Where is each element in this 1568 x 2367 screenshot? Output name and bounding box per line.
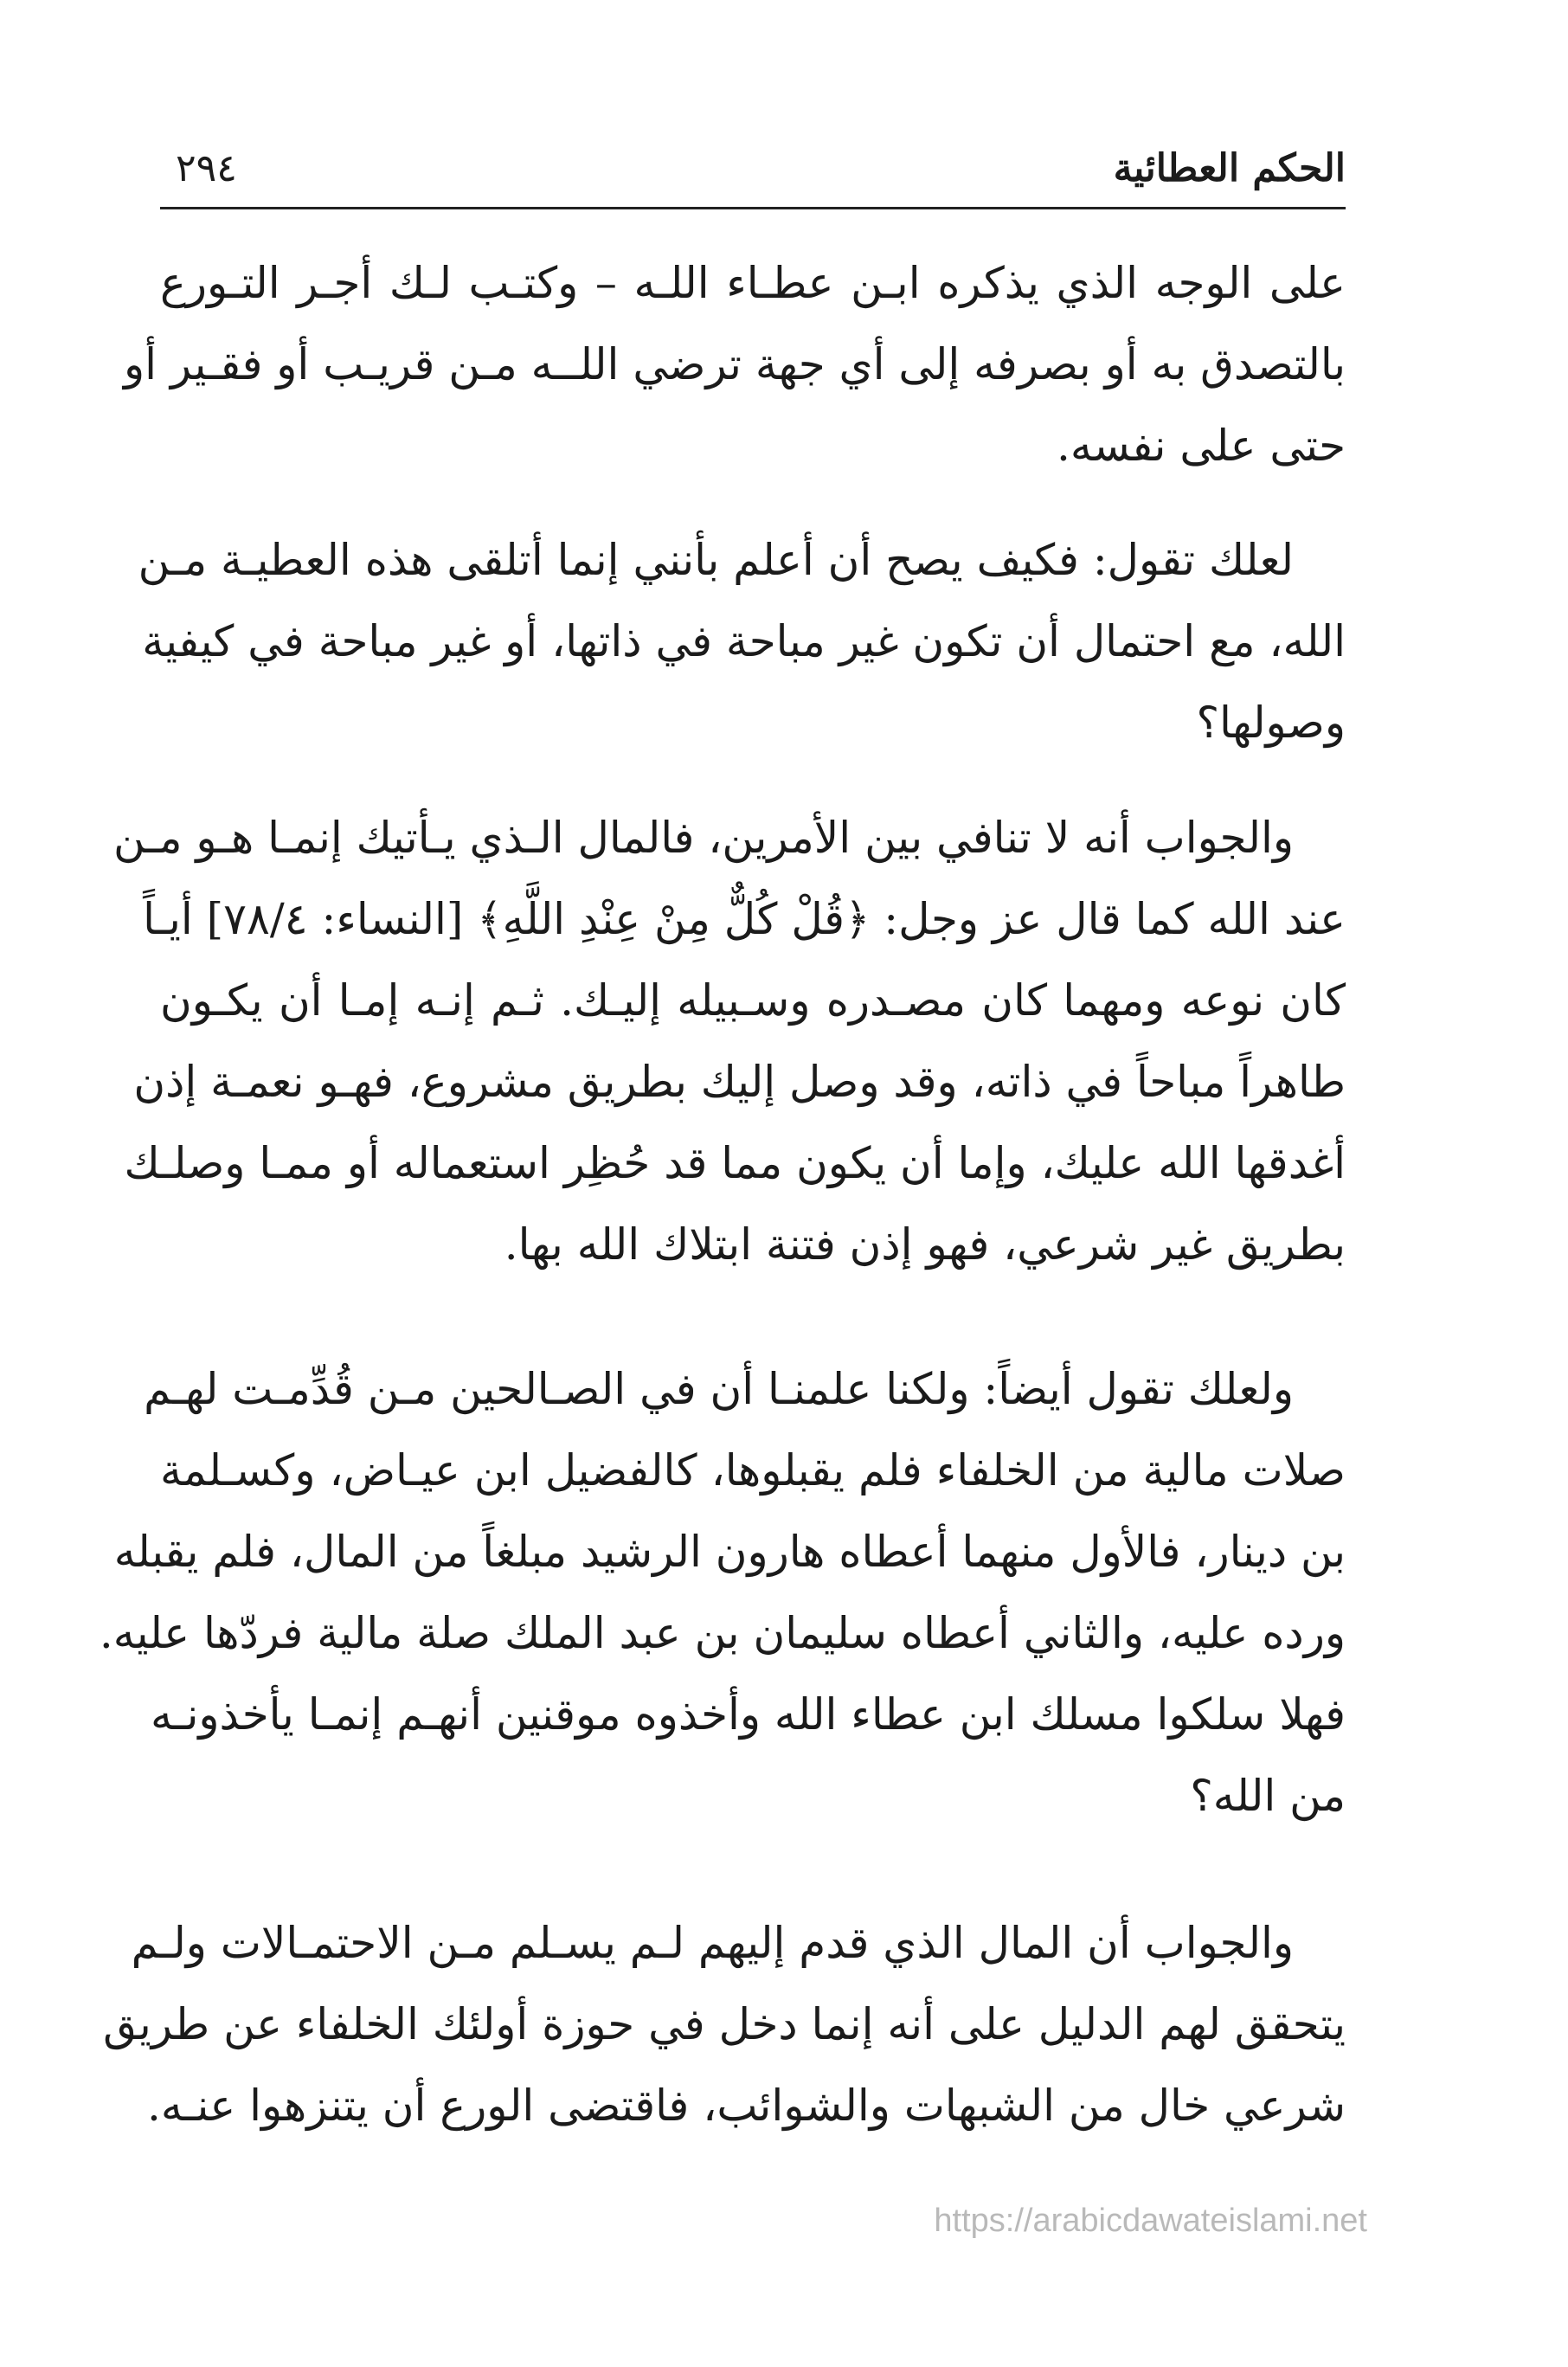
paragraph-5 — [103, 1902, 1346, 2146]
paragraph-1 — [123, 242, 1346, 486]
text-line: بطريق غير شرعي، فهو إذن فتنة ابتلاك الله بها. — [504, 1219, 1346, 1270]
text-line: ولعلك تقول أيضاً: ولكنا علمنـا أن في الصـالحين مـن قُدِّمـت لهـم — [144, 1364, 1294, 1414]
text-line: فهلا سلكوا مسلك ابن عطاء الله وأخذوه موقنين أنهـم إنمـا يأخذونـه — [150, 1689, 1346, 1740]
site-watermark: https://arabicdawateislami.net — [934, 2203, 1367, 2239]
text-line: على الوجه الذي يذكره ابـن عطـاء اللـه – وكتـب لـك أجـر التـورع — [160, 258, 1346, 308]
text-line: والجواب أنه لا تنافي بين الأمرين، فالمال الـذي يـأتيك إنمـا هـو مـن — [113, 813, 1294, 863]
text-line: أغدقها الله عليك، وإما أن يكون مما قد حُظِر استعماله أو ممـا وصلـك — [124, 1138, 1346, 1188]
text-line: صلات مالية من الخلفاء فلم يقبلوها، كالفضيل ابن عيـاض، وكسـلمة — [160, 1445, 1346, 1495]
text-line: بالتصدق به أو بصرفه إلى أي جهة ترضي اللــه مـن قريـب أو فقـير أو — [123, 339, 1346, 389]
text-line: بن دينار، فالأول منهما أعطاه هارون الرشيد مبلغاً من المال، فلم يقبله — [113, 1527, 1346, 1577]
header-divider — [160, 207, 1346, 209]
page-number: ٢٩٤ — [176, 146, 237, 190]
text-line: الله، مع احتمال أن تكون غير مباحة في ذاتها، أو غير مباحة في كيفية — [142, 616, 1346, 666]
text-line: حتى على نفسه. — [1056, 421, 1346, 471]
text-line: كان نوعه ومهما كان مصـدره وسـبيله إليـك. ثـم إنـه إمـا أن يكـون — [160, 975, 1346, 1026]
text-line: طاهراً مباحاً في ذاته، وقد وصل إليك بطريق مشروع، فهـو نعمـة إذن — [133, 1057, 1346, 1107]
running-header — [160, 138, 1346, 190]
text-line-with-quran-citation: عند الله كما قال عز وجل: ﴿قُلْ كُلٌّ مِنْ عِنْدِ اللَّهِ﴾ [النساء: ٧٨/٤] أيـاً — [143, 894, 1346, 944]
text-line: والجواب أن المال الذي قدم إليهم لـم يسـلم مـن الاحتمـالات ولـم — [131, 1918, 1294, 1968]
text-line: ورده عليه، والثاني أعطاه سليمان بن عبد الملك صلة مالية فردّها عليه. — [99, 1608, 1346, 1658]
text-line: من الله؟ — [1190, 1771, 1346, 1821]
paragraph-3 — [113, 797, 1346, 1285]
text-line: وصولها؟ — [1196, 698, 1346, 748]
paragraph-2 — [138, 519, 1346, 763]
text-line: يتحقق لهم الدليل على أنه إنما دخل في حوزة أولئك الخلفاء عن طريق — [103, 1999, 1346, 2049]
text-line: لعلك تقول: فكيف يصح أن أعلم بأنني إنما أتلقى هذه العطيـة مـن — [138, 535, 1294, 585]
running-title: الحكم العطائية — [1113, 146, 1346, 190]
paragraph-4 — [99, 1348, 1346, 1836]
text-line: شرعي خال من الشبهات والشوائب، فاقتضى الورع أن يتنزهوا عنـه. — [146, 2081, 1346, 2131]
